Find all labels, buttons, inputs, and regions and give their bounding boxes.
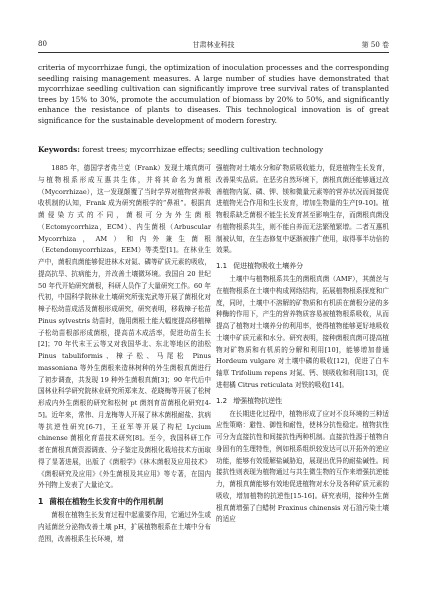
subsection-number: 1.2 [216, 396, 228, 405]
intro-paragraph: 1885 年，德国学者弗兰克（Frank）发现土壤真菌可与植物根系形成互惠共生体，并将其命名为菌根（Mycorrhizae），这一发现颠覆了当时学界对植物营养吸收机制的认知，Frank 成为研究菌根学的“鼻祖”。根据真菌侵染方式的不同，菌根可分为外生菌根（Ectomycorrhiza，ECM）、内生菌根（Arbuscular Mycorrhiza，AM）和内外兼生菌根（Ectendomycorrhizas，EEM）等类型[1]。在林业生产中，菌根真菌能够促进林木对氮、磷等矿质元素的吸收，提高抗旱、抗病能力，并改善土壤微环境。我国自 20 世纪 50 年代开始研究菌根，科研人员作了大量研究工作。60 年代初，中国科学院林业土壤研究所张宪武等开展了菌根化对樟子松幼苗成活及菌根形成研究，研究表明，移栽樟子松苗 Pinus sylvestris 幼苗时，施用菌根土能大幅度提高移植樟子松幼苗根部形成菌根，提高苗木成活率，促进幼苗生长[2]；70 年代末王云等又对我国华北、东北等地区的油松 Pinus tabuliformis、樟子松、马尾松 Pinus massoniana 等外生菌根来造林树种的外生菌根真菌进行了初步调查，共发现 19 种外生菌根真菌[3]；90 年代后中国林业科学研究院林业研究所郑来友、花晓梅等开展了松树形成内外生菌根的研究和松树 pt 菌剂育苗菌根化研究[4-5]。近年来，常伟、月龙梅等人开展了林木菌根耐盐、抗病等抗逆性研究[6-7]，王亚军等开展了构杞 Lycium chinense 菌根化育苗技术研究[8]。至今，我国科研工作者在菌根真菌资源调查、分子鉴定及菌根化栽培技术方面取得了显著进展，出版了《菌根学》《林木菌根及应用技术》《菌根研究及应用》《外生菌根及其应用》等专著，在国内外刊物上发表了大量论文。 [38, 164, 211, 490]
subsection-number: 1.1 [216, 262, 228, 270]
body-paragraph: 在长期进化过程中，植物形成了应对不良环境的三种适应性策略：避性、御性和耐性，使林分抗性稳定。植物抗性可分为直接抗性和间接抗性两种机制。直接抗性源于植物自身固有的生理特性，例如根系组织较发达可以开拓外的逆应功能，能够有效缓解盐碱胁迫，展现出优异的耐盐碱性。间接抗性则表现为植物通过与共生微生物的互作来增强抗逆能力，菌根真菌能够有效地促进植物对水分及各种矿质元素的吸收，增加植物的抗逆性[15-16]。研究表明，接种外生菌根真菌增强了白蜡树 Fraxinus chinensis 对石油污染土壤的适应 [216, 409, 389, 524]
page-number: 80 [38, 40, 47, 48]
english-abstract [38, 63, 389, 127]
body-paragraph: 菌根在植物生长发育过程中起重要作用，它通过外生或内延菌丝分泌物改善土壤 pH，扩展植物根系在土壤中分布范围，改善根系生长环境，增 [38, 511, 211, 543]
subsection-title: 促进植物吸收土壤养分 [233, 262, 304, 270]
subsection-heading [216, 261, 389, 272]
volume-label: 第 50 卷 [361, 41, 389, 49]
keywords-text: forest trees; mycorrhizae effects; seedling cultivation technology [79, 145, 324, 154]
section-number: 1 [38, 497, 44, 506]
keywords-line [38, 145, 389, 155]
left-column [38, 163, 211, 565]
keywords-label: Keywords: [38, 145, 80, 154]
body-paragraph: 土壤中与植物根系共生的菌根真菌（AMF），其菌丝与在植物根系在土壤中构成网络结构，拓展植物根系探度和广度，同时，土壤中不溶解的矿物质和有机质在菌根分泌的多种酶的作用下，产生的营养物质容易被植物根系吸收，从而提高了植物对土壤养分的利用率，使得植物能够更好地吸收土壤中矿质元素和水分。研究表明，接种菌根真菌可提高植物对矿物质和有机质的分解和利用[10]，能够增加普通 Hordeum vulgare 对土壤中磷的吸收[12]，促进了白车轴草 Trifolium repens 对氮、钙、镁吸收和利用[13]，促进柑橘 Citrus reticulata 对铁的吸收[14]。 [216, 275, 389, 389]
right-column [216, 163, 389, 565]
journal-title: 甘肃林业科技 [192, 41, 235, 49]
abstract-text: criteria of mycorrhizae fungi, the optimization of inoculation processes and the corresponding seedling raising management measures. A large number of studies have demonstrated that mycorrhizae seedling cultivation can significantly improve tree survival rates of transplanted trees by 15% to 30%, promote the accumulation of biomass by 20% to 50%, and significantly enhance the resistance of plants to diseases. This technological innovation is of great significance for the sustainable development of modern forestry. [38, 63, 389, 125]
section-title: 菌根在植物生长发育中的作用机制 [49, 497, 164, 506]
subsection-title: 增强植物抗逆性 [233, 396, 283, 405]
body-paragraph: 强植物对土壤水分和矿物质吸收能力，促进植物生长发育，改善果实品质。在恶劣自然环境下，菌根真菌还能够通过改善植物内氮、磷、钾、镁和微量元素等的营养状况而间接促进植物光合作用和生长发育，增加生物量的生产[9-10]。植物根系缺乏菌根不能生长发育甚至影响生存，而菌根真菌没有植物根系共生，则不能自养而无法繁殖繁增。二者互惠机制被认知，在生态修复中逐渐被推广使用，取得事半功倍的效果。 [216, 164, 389, 255]
subsection-heading [216, 396, 389, 407]
section-heading [38, 496, 211, 507]
running-header [38, 40, 389, 53]
